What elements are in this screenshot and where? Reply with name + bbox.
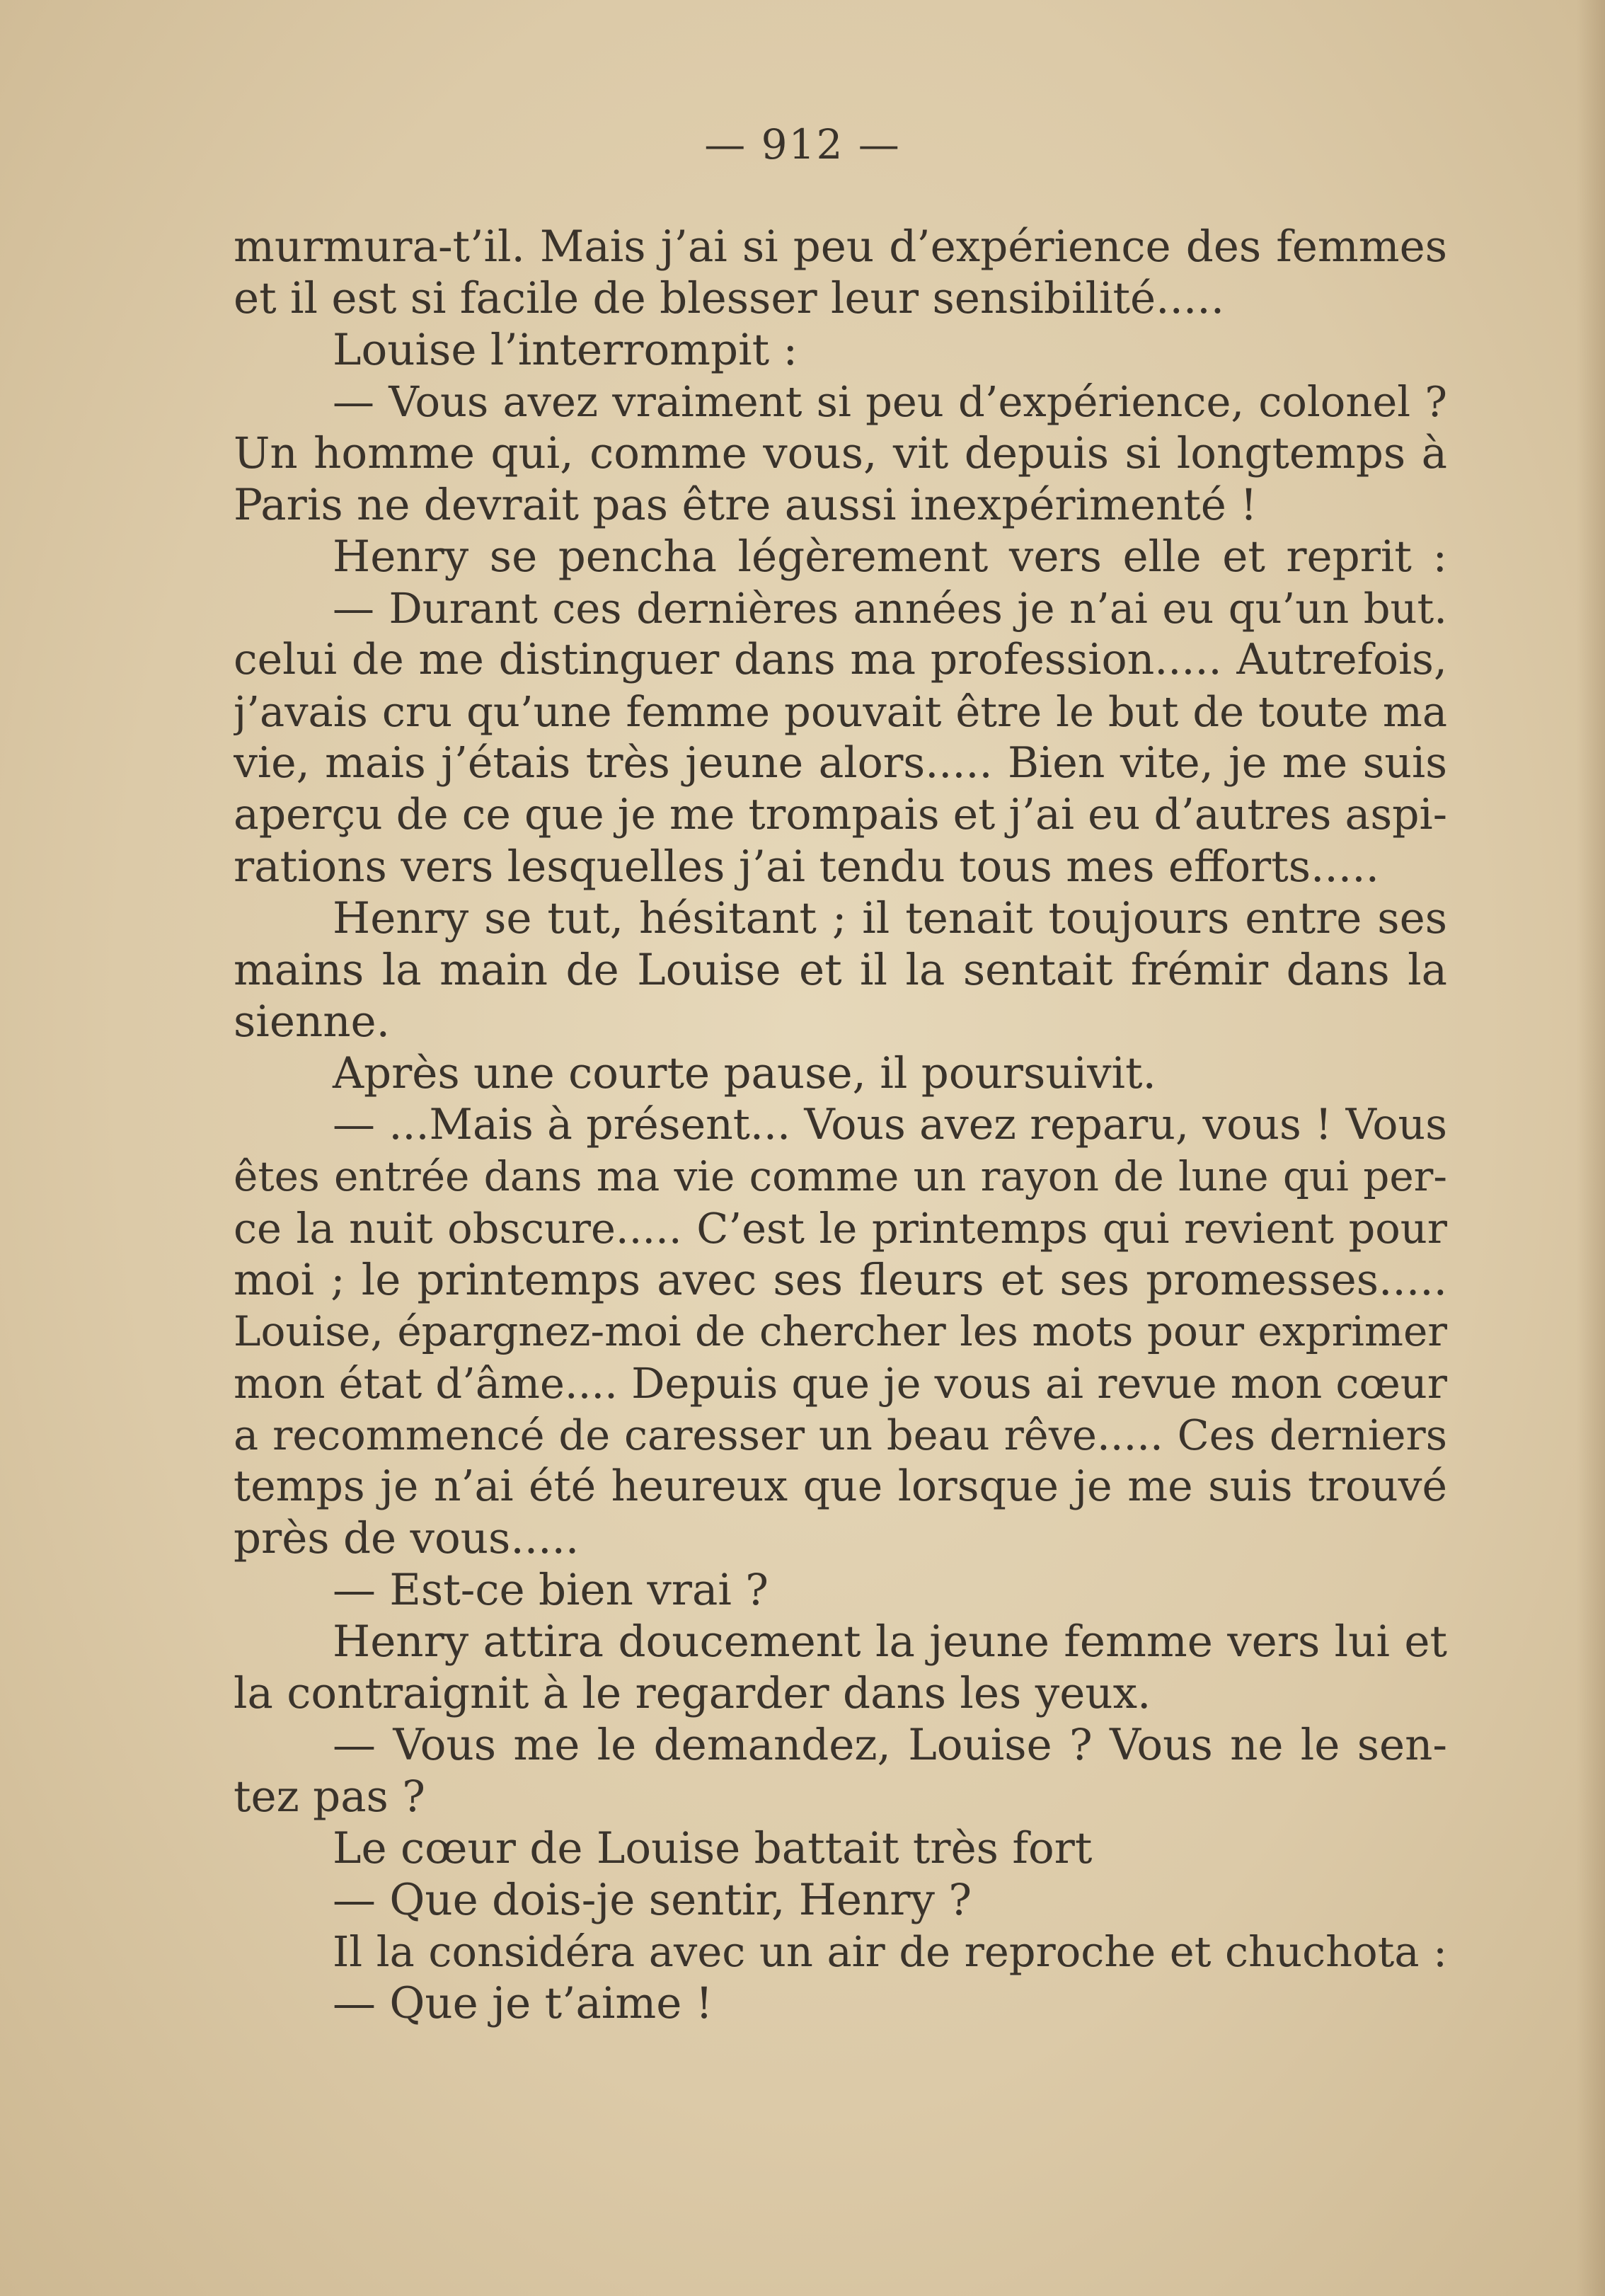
text-line: ce la nuit obscure..... C’est le printemps qui revient pour bbox=[234, 1204, 1447, 1253]
text-line: mains la main de Louise et il la sentait frémir dans la bbox=[234, 945, 1447, 995]
text-line: Henry se pencha légèrement vers elle et reprit : bbox=[333, 532, 1447, 582]
text-line: Paris ne devrait pas être aussi inexpérimenté ! bbox=[234, 480, 1258, 530]
text-line: — Vous me le demandez, Louise ? Vous ne le sen- bbox=[333, 1720, 1447, 1770]
text-line: mon état d’âme.... Depuis que je vous ai revue mon cœur bbox=[234, 1359, 1447, 1408]
text-line: vie, mais j’étais très jeune alors..... Bien vite, je me suis bbox=[234, 738, 1447, 788]
text-line: — Durant ces dernières années je n’ai eu qu’un but. bbox=[333, 584, 1447, 633]
text-line: Henry se tut, hésitant ; il tenait toujours entre ses bbox=[333, 893, 1447, 943]
text-line: Louise l’interrompit : bbox=[333, 325, 798, 375]
text-line: murmura-t’il. Mais j’ai si peu d’expérience des femmes bbox=[234, 222, 1447, 272]
text-line: — Vous avez vraiment si peu d’expérience, colonel ? bbox=[333, 377, 1447, 426]
text-line: Louise, épargnez-moi de chercher les mots pour exprimer bbox=[234, 1307, 1447, 1355]
text-line: celui de me distinguer dans ma profession..... Autrefois, bbox=[234, 635, 1447, 684]
text-line: près de vous..... bbox=[234, 1513, 580, 1563]
text-line: — Est-ce bien vrai ? bbox=[333, 1565, 769, 1615]
text-line: rations vers lesquelles j’ai tendu tous mes efforts..... bbox=[234, 842, 1379, 892]
text-line: temps je n’ai été heureux que lorsque je me suis trouvé bbox=[234, 1462, 1447, 1511]
text-line: — Que je t’aime ! bbox=[333, 1978, 713, 2028]
text-line: Il la considéra avec un air de reproche et chuchota : bbox=[333, 1927, 1447, 1976]
text-line: tez pas ? bbox=[234, 1772, 425, 1822]
text-line: — ...Mais à présent... Vous avez reparu, vous ! Vous bbox=[333, 1100, 1447, 1149]
text-line: a recommencé de caresser un beau rêve..... Ces derniers bbox=[234, 1411, 1447, 1459]
text-line: la contraignit à le regarder dans les yeux. bbox=[234, 1668, 1151, 1718]
text-line: Le cœur de Louise battait très fort bbox=[333, 1823, 1093, 1873]
page-edge-shadow bbox=[1577, 0, 1605, 2296]
text-line: j’avais cru qu’une femme pouvait être le but de toute ma bbox=[234, 687, 1447, 736]
page-number: — 912 — bbox=[704, 120, 901, 168]
text-line: et il est si facile de blesser leur sensibilité..... bbox=[234, 273, 1225, 323]
text-line: Henry attira doucement la jeune femme vers lui et bbox=[333, 1617, 1447, 1667]
text-line: êtes entrée dans ma vie comme un rayon de lune qui per- bbox=[234, 1152, 1447, 1200]
text-line: Après une courte pause, il poursuivit. bbox=[333, 1048, 1156, 1098]
text-line: sienne. bbox=[234, 997, 390, 1047]
text-line: — Que dois-je sentir, Henry ? bbox=[333, 1875, 972, 1925]
text-line: moi ; le printemps avec ses fleurs et ses promesses..... bbox=[234, 1255, 1447, 1305]
body-text bbox=[234, 221, 1447, 2029]
text-line: aperçu de ce que je me trompais et j’ai eu d’autres aspi- bbox=[234, 790, 1447, 839]
text-line: Un homme qui, comme vous, vit depuis si longtemps à bbox=[234, 428, 1447, 478]
